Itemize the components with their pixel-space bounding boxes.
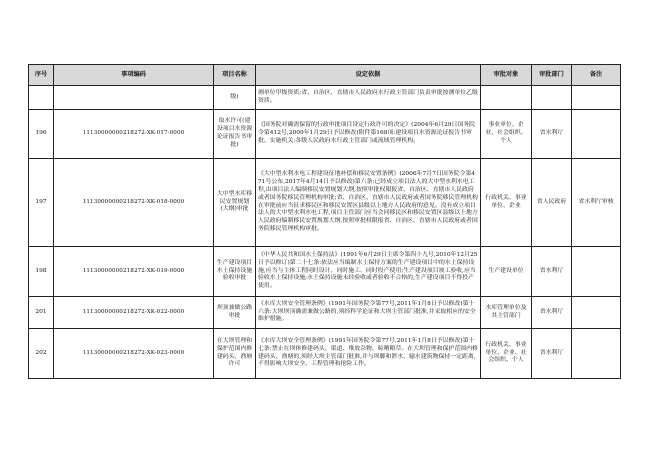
row-code: 11130000000218272-XK-019-0000 bbox=[54, 247, 214, 297]
row-basis: 《中华人民共和国水土保持法》(1991年6月29日主席令第四十九号,2010年12月25日予以修订)第二十七条:依法应当编制水土保持方案的生产建设项目中的水土保持设施,应当与主体工程同时设计、同时施工、同时投产使用;生产建设项目竣工验收,应当验收水土保持设施;水土保持设施未经验收或者验收不合格的,生产建设项目不得投产使用。 bbox=[256, 247, 481, 297]
table-row bbox=[29, 86, 621, 110]
row-code: 11130000000218272-XK-022-0000 bbox=[54, 297, 214, 329]
row-code bbox=[54, 86, 214, 110]
row-seq bbox=[29, 86, 54, 110]
row-code: 11130000000218272-XK-023-0000 bbox=[54, 329, 214, 379]
header-item-name: 项目名称 bbox=[214, 65, 256, 86]
row-note: 省水利厅审核 bbox=[572, 159, 621, 247]
row-note bbox=[572, 329, 621, 379]
row-code: 11130000000218272-XK-018-0000 bbox=[54, 159, 214, 247]
approval-items-table bbox=[28, 64, 621, 379]
row-dept bbox=[532, 86, 572, 110]
row-seq: 198 bbox=[29, 247, 54, 297]
row-name: 取水许可(建设项目水资源论证报告书审批) bbox=[214, 110, 256, 159]
header-dept: 审批部门 bbox=[532, 65, 572, 86]
row-seq: 202 bbox=[29, 329, 54, 379]
row-seq: 201 bbox=[29, 297, 54, 329]
row-dept: 省人民政府 bbox=[532, 159, 572, 247]
row-name: 级) bbox=[214, 86, 256, 110]
row-basis: 测单位甲级资质;省、自治区、直辖市人民政府水行政主管部门负责审批按测单位乙级资质。 bbox=[256, 86, 481, 110]
row-seq: 197 bbox=[29, 159, 54, 247]
row-basis: 《水库大坝安全管理条例》(1991年国务院令第77号,2011年1月8日予以修改)第十七条:禁止在坝体修建码头、渠道、堆放杂物、晾晒粮草。在大坝管理和保护范围内修建码头、渔塘的,须经大坝主管部门批准,并与坝脚和泄水、输水建筑物保持一定距离,不得影响大坝安全、工程管理和抢险工作。 bbox=[256, 329, 481, 379]
header-item-code: 事项编码 bbox=[54, 65, 214, 86]
header-seq: 序号 bbox=[29, 65, 54, 86]
row-dept: 省水利厅 bbox=[532, 110, 572, 159]
header-basis: 设定依据 bbox=[256, 65, 481, 86]
row-basis: 《国务院对确需保留的行政审批项目设定行政许可的决定》(2004年6月29日国务院令第412号,2009年1月29日予以修改)附件第168项:建设项目水资源论证报告书审批。实施机关:各级人民政府水行政主管部门或流域管理机构。 bbox=[256, 110, 481, 159]
row-name: 在大坝管理和保护范围内修建码头、渔塘许可 bbox=[214, 329, 256, 379]
row-basis: 《大中型水利水电工程建设征地补偿和移民安置条例》(2006年7月7日国务院令第471号公布,2017年4月14日予以修改)第六条:已经成立项目法人的大中型水利水电工程,由项目法人编制移民安置规划大纲,按照审批权限报省、自治区、直辖市人民政府或者国务院移民管理机构审批;省、自治区、直辖市人民政府或者国务院移民管理机构在审批前应当征求移民区和移民安置区县级以上地方人民政府的意见。没有成立项目法人的大中型水利水电工程,项目主管部门应当会同移民区和移民安置区县级以上地方人民政府编制移民安置规划大纲,按照审批权限报省、自治区、直辖市人民政府或者国务院移民管理机构审批。 bbox=[256, 159, 481, 247]
row-target: 生产建设单位 bbox=[481, 247, 532, 297]
row-name: 大中型水库移民安置规划(大纲)审批 bbox=[214, 159, 256, 247]
row-basis: 《水库大坝安全管理条例》(1991年国务院令第77号,2011年1月8日予以修改)第十六条:大坝坝顶确需兼做公路的,须经科学论证和大坝主管部门批准,并采取相应的安全维护措施。 bbox=[256, 297, 481, 329]
table-row bbox=[29, 159, 621, 247]
row-target: 水库管理单位及其主管部门 bbox=[481, 297, 532, 329]
row-note bbox=[572, 110, 621, 159]
table-row bbox=[29, 297, 621, 329]
table-row bbox=[29, 247, 621, 297]
row-note bbox=[572, 86, 621, 110]
header-target: 审批对象 bbox=[481, 65, 532, 86]
table-row bbox=[29, 329, 621, 379]
table-row bbox=[29, 110, 621, 159]
header-note: 备注 bbox=[572, 65, 621, 86]
row-name: 生产建设项目水土保持设施验收审批 bbox=[214, 247, 256, 297]
header-row bbox=[29, 65, 621, 86]
row-target bbox=[481, 86, 532, 110]
row-note bbox=[572, 297, 621, 329]
row-seq: 196 bbox=[29, 110, 54, 159]
row-code: 11130000000218272-XK-017-0000 bbox=[54, 110, 214, 159]
row-target: 事业单位、企业、社会组织、个人 bbox=[481, 110, 532, 159]
row-target: 行政机关、事业单位、企业、社会组织、个人 bbox=[481, 329, 532, 379]
row-note bbox=[572, 247, 621, 297]
row-dept: 省水利厅 bbox=[532, 329, 572, 379]
row-name: 坝顶兼做公路审批 bbox=[214, 297, 256, 329]
row-target: 行政机关、事业单位、企业 bbox=[481, 159, 532, 247]
row-dept: 省水利厅 bbox=[532, 247, 572, 297]
row-dept: 省水利厅 bbox=[532, 297, 572, 329]
